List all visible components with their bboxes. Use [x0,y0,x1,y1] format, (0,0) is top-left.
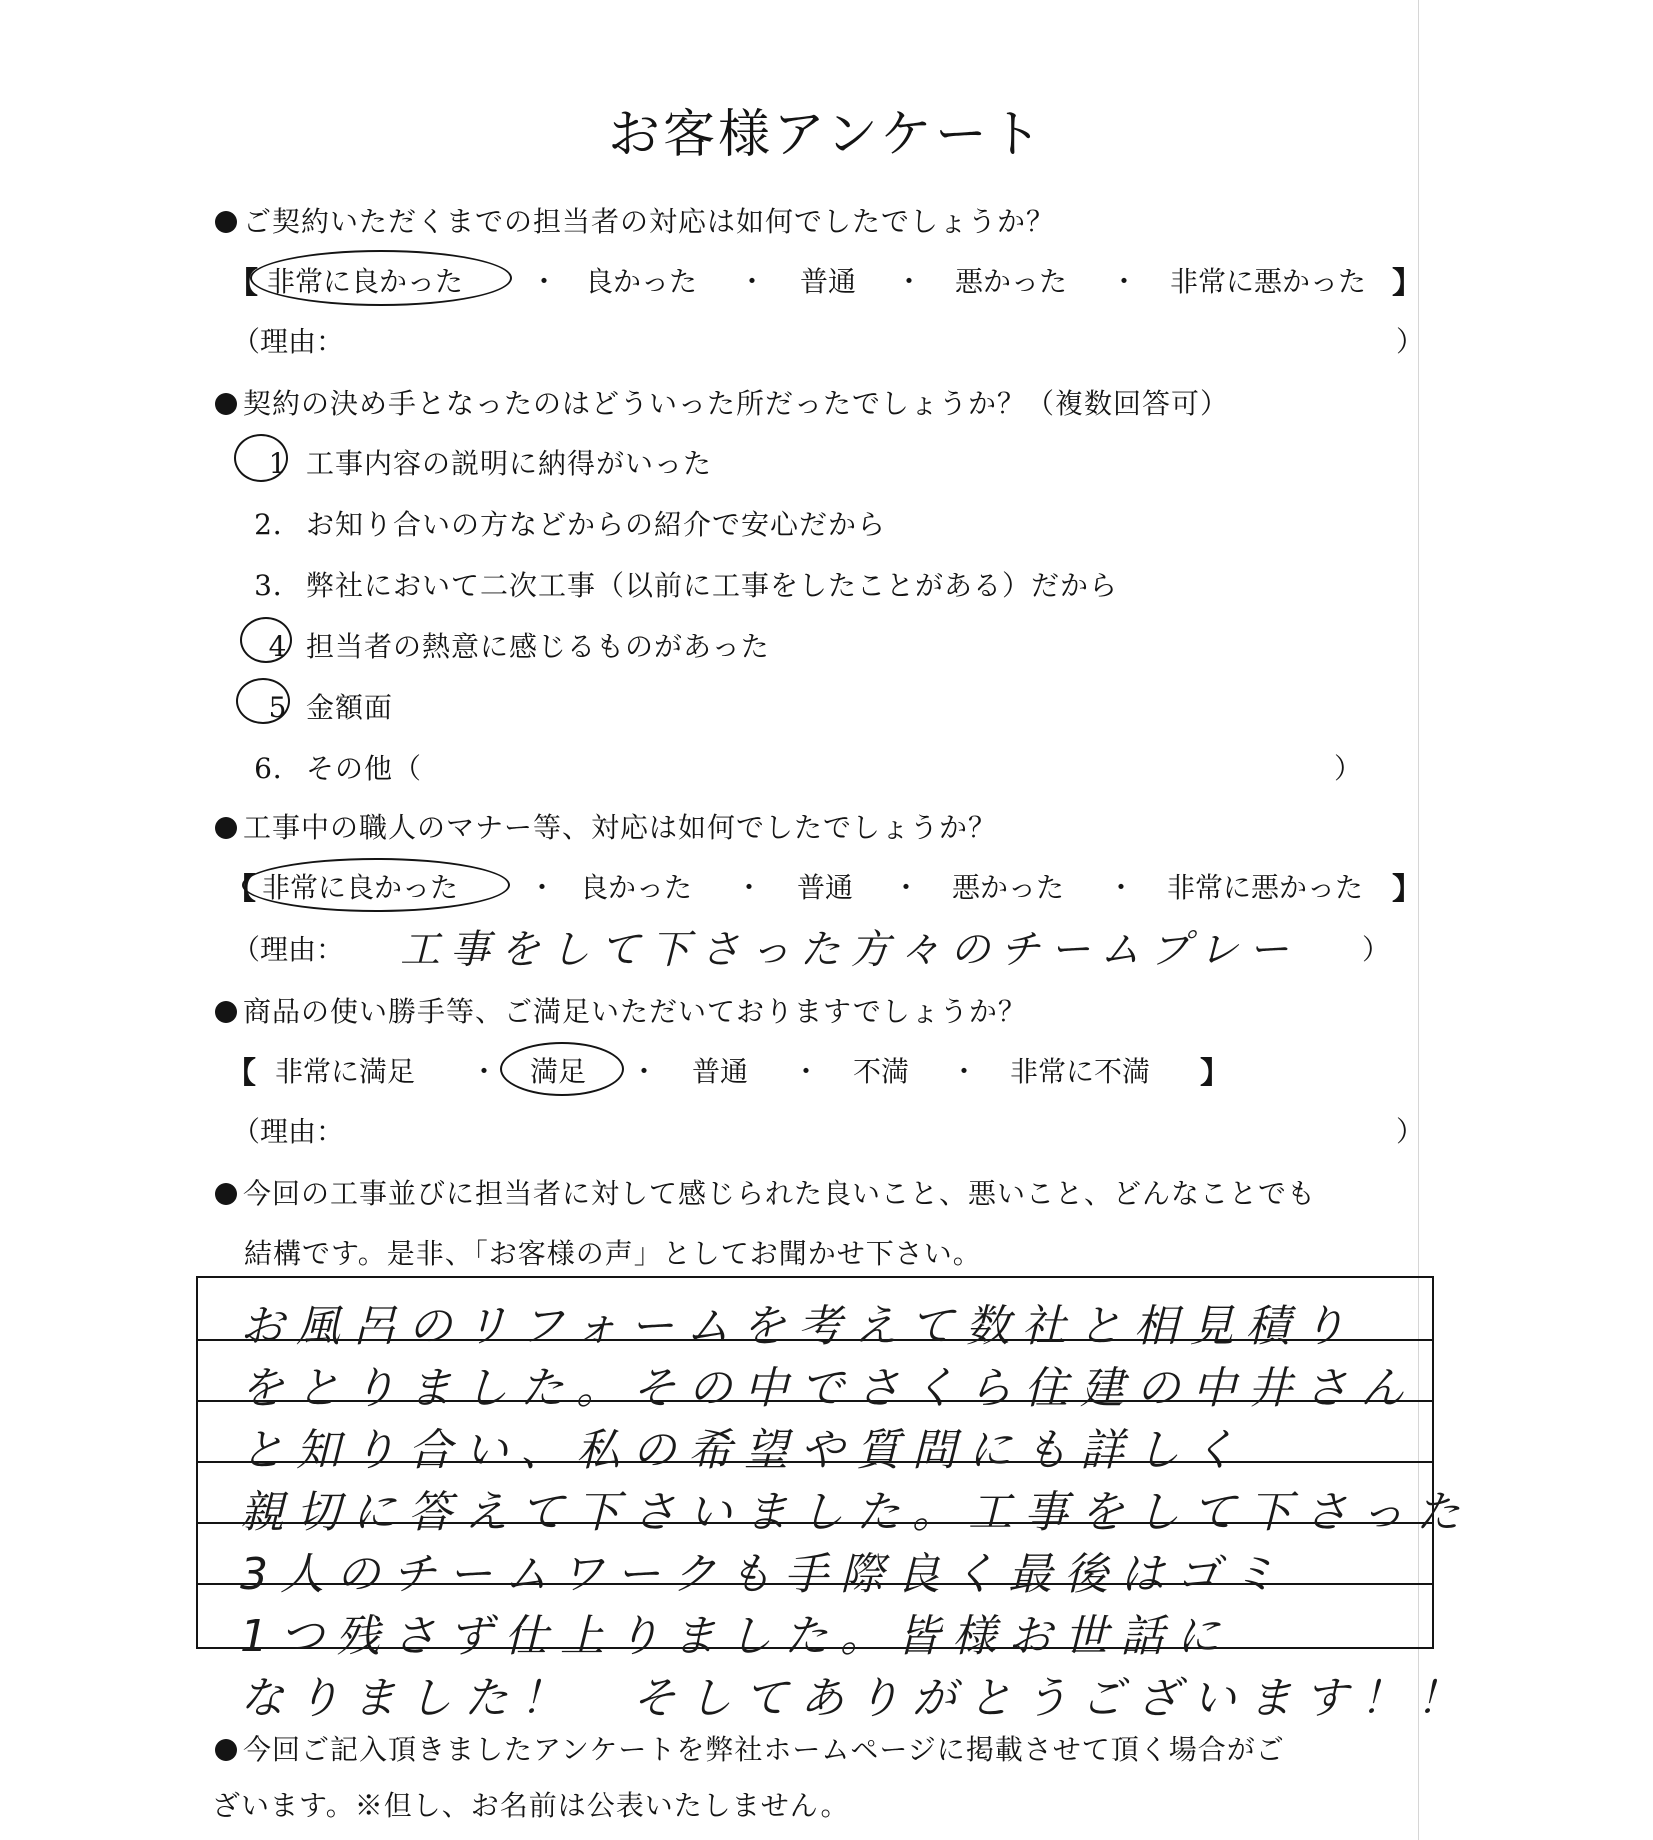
comment-line-2: をとりました。その中でさくら住建の中井さん [240,1363,1416,1414]
q2-item-6[interactable] [250,747,422,787]
q1-option-3[interactable]: 普通 [800,265,857,298]
q1-option-5[interactable]: 非常に悪かった [1170,265,1367,298]
item-text: 工事内容の説明に納得がいった [306,447,713,480]
item-number: 3． [254,569,302,602]
q3-reason-close: ） [1362,933,1391,966]
open-bracket: 【 [226,872,256,907]
bullet-icon [215,817,237,839]
q2-other-close: ） [1334,752,1363,785]
separator: ・ [1107,871,1136,904]
question-2-text: 契約の決め手となったのはどういった所だったでしょうか？（複数回答可） [243,387,1230,420]
item-number: 6． [254,752,302,785]
q3-option-1[interactable]: 非常に良かった [262,871,459,904]
question-1-text: ご契約いただくまでの担当者の対応は如何でしたでしょうか？ [243,205,1056,238]
separator: ・ [892,871,921,904]
notice-line1: 今回ご記入頂きましたアンケートを弊社ホームページに掲載させて頂く場合がご [243,1733,1285,1766]
separator: ・ [528,871,557,904]
q3-option-2[interactable]: 良かった [580,871,693,904]
open-bracket: 【 [226,1056,256,1091]
q1-reason-close: ） [1396,325,1425,358]
q2-item-4[interactable] [250,625,770,665]
q4-reason-label: （理由： [232,1115,345,1148]
question-5-text-line2: 結構です。是非、「お客様の声」としてお聞かせ下さい。 [244,1237,982,1270]
comment-line-1: お風呂のリフォームを考えて数社と相見積り [240,1301,1358,1352]
separator: ・ [735,871,764,904]
notice-line2: ざいます。※但し、お名前は公表いたしません。 [212,1789,850,1822]
q1-reason-label: （理由： [232,325,345,358]
comment-line-3: と知り合い、私の希望や質問にも詳しく [240,1425,1248,1476]
item-text: 担当者の熱意に感じるものがあった [306,630,770,663]
separator: ・ [895,265,924,298]
question-5-text-line1: 今回の工事並びに担当者に対して感じられた良いこと、悪いこと、どんなことでも [243,1177,1317,1210]
separator: ・ [1110,265,1139,298]
q2-item-5[interactable] [250,686,393,726]
q3-option-4[interactable]: 悪かった [952,871,1065,904]
q3-option-3[interactable]: 普通 [797,871,854,904]
bullet-icon [215,211,237,233]
item-text: その他（ [306,752,423,785]
item-text: 弊社において二次工事（以前に工事をしたことがある）だから [306,569,1119,602]
separator: ・ [950,1055,979,1088]
question-1 [215,200,1055,240]
close-bracket: 】 [1392,266,1422,301]
question-2 [215,382,1229,422]
q4-option-1[interactable]: 非常に満足 [275,1055,416,1088]
q4-option-4[interactable]: 不満 [853,1055,910,1088]
item-number: 5 [268,691,288,724]
item-number: 1 [268,447,288,480]
q2-item-1[interactable] [250,442,712,482]
q4-reason-close: ） [1396,1115,1425,1148]
question-4 [215,990,1027,1030]
bullet-icon [215,1739,237,1761]
q3-reason-label: （理由： [232,933,345,966]
page-title: お客様アンケート [608,105,1045,165]
separator: ・ [470,1055,499,1088]
item-text: お知り合いの方などからの紹介で安心だから [306,508,887,541]
q4-option-2[interactable]: 満足 [530,1055,587,1088]
q1-option-4[interactable]: 悪かった [955,265,1068,298]
q4-option-5[interactable]: 非常に不満 [1010,1055,1151,1088]
q2-item-3[interactable] [250,564,1118,604]
q1-option-1[interactable]: 非常に良かった [267,265,464,298]
bullet-icon [215,1001,237,1023]
comment-line-7: なりました！ そしてありがとうございます！！ [240,1673,1472,1724]
bullet-icon [215,393,237,415]
comment-line-4: 親切に答えて下さいました。工事をして下さった [240,1487,1472,1538]
q4-option-3[interactable]: 普通 [692,1055,749,1088]
separator: ・ [738,265,767,298]
notice [215,1728,1285,1768]
question-5 [215,1172,1316,1212]
close-bracket: 】 [1200,1056,1230,1091]
question-4-text: 商品の使い勝手等、ご満足いただいておりますでしょうか？ [243,995,1027,1028]
item-text: 金額面 [306,691,394,724]
question-3-text: 工事中の職人のマナー等、対応は如何でしたでしょうか？ [243,811,998,844]
separator: ・ [530,265,559,298]
question-3 [215,806,997,846]
q3-reason-handwritten: 工事をして下さった方々のチームプレー [400,927,1299,973]
q2-item-2[interactable] [250,503,886,543]
q1-option-2[interactable]: 良かった [585,265,698,298]
bullet-icon [215,1183,237,1205]
open-bracket: 【 [228,266,258,301]
separator: ・ [792,1055,821,1088]
item-number: 2． [254,508,302,541]
close-bracket: 】 [1392,872,1422,907]
comment-line-5: 3人のチームワークも手際良く最後はゴミ [240,1549,1288,1600]
item-number: 4 [268,630,288,663]
q3-option-5[interactable]: 非常に悪かった [1167,871,1364,904]
comment-line-6: 1つ残さず仕上りました。皆様お世話に [240,1611,1232,1662]
separator: ・ [630,1055,659,1088]
